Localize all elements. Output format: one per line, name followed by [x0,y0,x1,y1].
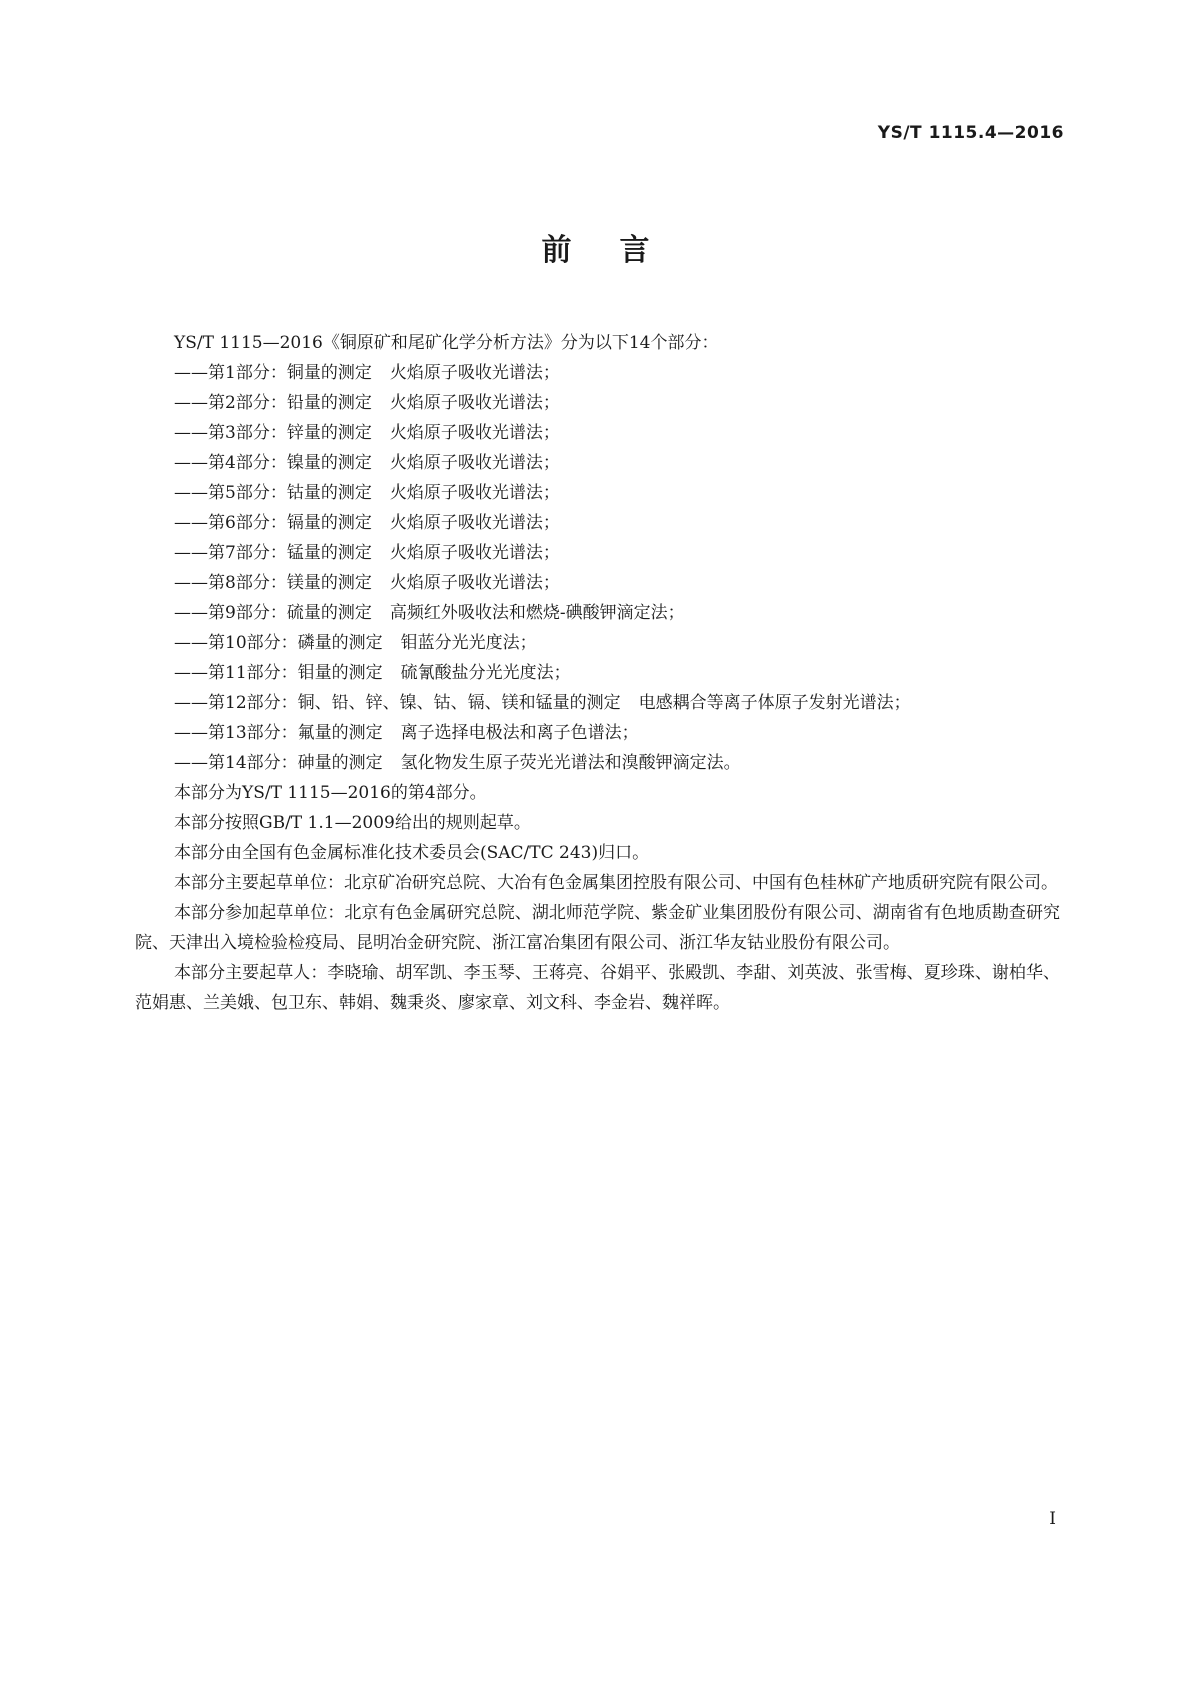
part-method: 火焰原子吸收光谱法； [389,573,560,593]
paragraph-part-number: 本部分为YS/T 1115—2016的第4部分。 [174,783,487,803]
part-method: 电感耦合等离子体原子发射光谱法； [638,693,911,713]
part-item [135,718,1060,748]
part-item [135,568,1060,598]
part-item [135,388,1060,418]
part-name: ——第8部分：镁量的测定 [174,573,372,593]
part-method: 火焰原子吸收光谱法； [389,543,560,563]
part-method: 火焰原子吸收光谱法； [389,393,560,413]
part-item [135,358,1060,388]
foreword-body [135,328,1060,1018]
paragraph-main-drafting-units: 本部分主要起草单位：北京矿冶研究总院、大冶有色金属集团控股有限公司、中国有色桂林矿产地质研究院有限公司。 [174,873,1058,893]
part-item [135,658,1060,688]
part-item [135,418,1060,448]
standard-code: YS/T 1115.4—2016 [877,123,1064,143]
part-method: 火焰原子吸收光谱法； [389,423,560,443]
part-item [135,538,1060,568]
intro-line: YS/T 1115—2016《铜原矿和尾矿化学分析方法》分为以下14个部分： [174,333,719,353]
part-name: ——第12部分：铜、铅、锌、镍、钴、镉、镁和锰量的测定 [174,693,621,713]
page-title: 前言 [541,233,698,268]
part-method: 火焰原子吸收光谱法； [389,513,560,533]
page-number: I [1049,1509,1056,1529]
part-method: 火焰原子吸收光谱法； [389,363,560,383]
part-name: ——第3部分：锌量的测定 [174,423,372,443]
part-item [135,628,1060,658]
part-name: ——第13部分：氟量的测定 [174,723,383,743]
part-item [135,748,1060,778]
paragraph-participating-units: 本部分参加起草单位：北京有色金属研究总院、湖北师范学院、紫金矿业集团股份有限公司、湖南省有色地质勘查研究院、天津出入境检验检疫局、昆明冶金研究院、浙江富冶集团有限公司、浙江华友钴业股份有限公司。 [135,903,1060,953]
part-method: 高频红外吸收法和燃烧-碘酸钾滴定法； [389,603,685,623]
part-name: ——第6部分：镉量的测定 [174,513,372,533]
part-item [135,688,1060,718]
part-name: ——第14部分：砷量的测定 [174,753,383,773]
paragraph-drafters: 本部分主要起草人：李晓瑜、胡军凯、李玉琴、王蒋亮、谷娟平、张殿凯、李甜、刘英波、张雪梅、夏珍珠、谢柏华、范娟惠、兰美娥、包卫东、韩娟、魏秉炎、廖家章、刘文科、李金岩、魏祥晖。 [135,963,1060,1013]
paragraph-drafting-rules: 本部分按照GB/T 1.1—2009给出的规则起草。 [174,813,531,833]
paragraph-committee: 本部分由全国有色金属标准化技术委员会(SAC/TC 243)归口。 [174,843,650,863]
part-name: ——第5部分：钴量的测定 [174,483,372,503]
part-method: 火焰原子吸收光谱法； [389,483,560,503]
part-name: ——第10部分：磷量的测定 [174,633,383,653]
part-method: 氢化物发生原子荧光光谱法和溴酸钾滴定法。 [400,753,741,773]
part-name: ——第4部分：镍量的测定 [174,453,372,473]
part-item [135,598,1060,628]
part-method: 钼蓝分光光度法； [400,633,537,653]
part-name: ——第11部分：钼量的测定 [174,663,383,683]
part-name: ——第1部分：铜量的测定 [174,363,372,383]
part-item [135,508,1060,538]
part-name: ——第7部分：锰量的测定 [174,543,372,563]
part-method: 火焰原子吸收光谱法； [389,453,560,473]
part-name: ——第9部分：硫量的测定 [174,603,372,623]
part-name: ——第2部分：铅量的测定 [174,393,372,413]
part-item [135,448,1060,478]
part-method: 离子选择电极法和离子色谱法； [400,723,639,743]
part-method: 硫氰酸盐分光光度法； [400,663,571,683]
part-item [135,478,1060,508]
